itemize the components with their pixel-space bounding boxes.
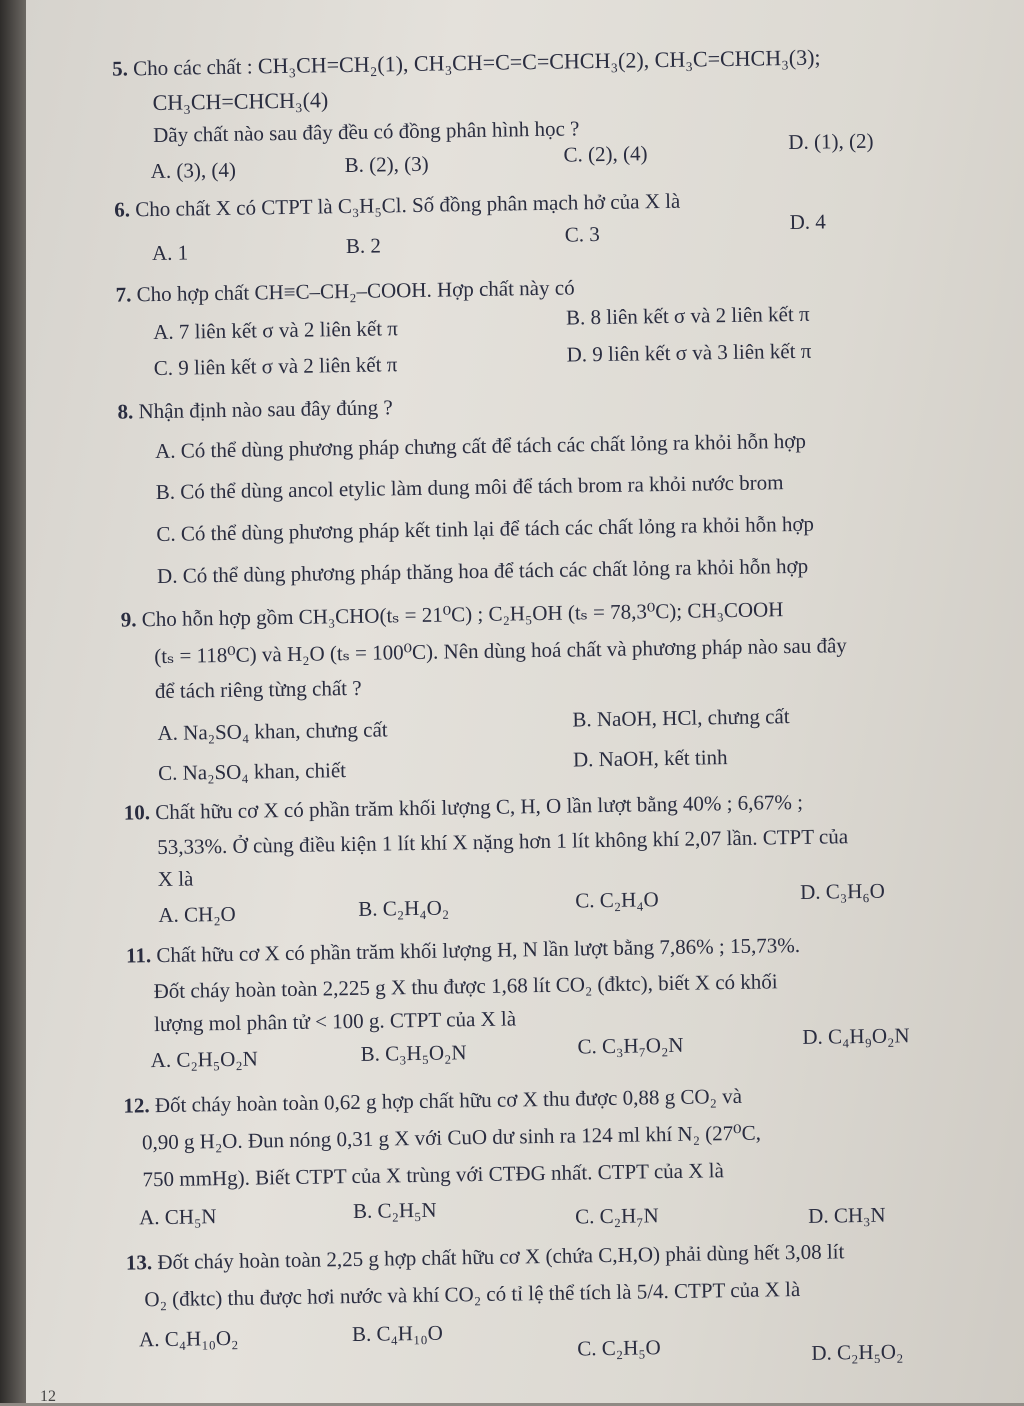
question-10-option-c: C. C₂H₄O bbox=[575, 887, 659, 913]
question-7-option-d: D. 9 liên kết σ và 3 liên kết π bbox=[566, 338, 812, 367]
question-8-option-b: B. Có thể dùng ancol etylic làm dung môi để tách brom ra khỏi nước brom bbox=[155, 470, 784, 505]
question-10-option-a: A. CH₂O bbox=[158, 901, 236, 928]
question-5-lead: Cho các chất : bbox=[132, 54, 259, 81]
question-5-option-c: C. (2), (4) bbox=[563, 141, 648, 167]
page-number: 12 bbox=[40, 1388, 56, 1405]
question-5-number: 5. bbox=[111, 56, 129, 81]
question-10-text-1: Chất hữu cơ X có phần trăm khối lượng C, H, O lần lượt bằng 40% ; 6,67% ; bbox=[155, 789, 804, 825]
question-9-text-2: (tₛ = 118⁰C) và H₂O (tₛ = 100⁰C). Nên dùng hoá chất và phương pháp nào sau đây bbox=[154, 633, 848, 669]
question-6-text: Cho chất X có CTPT là C₃H₅Cl. Số đồng phân mạch hở của X là bbox=[135, 188, 681, 222]
question-8-stem bbox=[117, 394, 393, 424]
question-11-option-c: C. C₃H₇O₂N bbox=[577, 1032, 684, 1059]
question-11-text-3: lượng mol phân tử < 100 g. CTPT của X là bbox=[153, 1006, 517, 1037]
question-13-option-a: A. C₄H₁₀O₂ bbox=[138, 1325, 239, 1352]
question-10-text-3: X là bbox=[157, 866, 194, 892]
question-6-number: 6. bbox=[114, 197, 131, 222]
question-11-option-d: D. C₄H₉O₂N bbox=[802, 1023, 910, 1049]
question-6-option-a: A. 1 bbox=[151, 240, 189, 266]
question-8-option-d: D. Có thể dùng phương pháp thăng hoa để tách các chất lỏng ra khỏi hỗn hợp bbox=[156, 553, 809, 589]
question-6-option-b: B. 2 bbox=[345, 233, 382, 259]
question-6-option-c: C. 3 bbox=[564, 222, 600, 247]
question-9-number: 9. bbox=[120, 607, 137, 632]
question-9-line-1 bbox=[121, 596, 784, 632]
question-10-text-2: 53,33%. Ở cùng điều kiện 1 lít khí X nặng hơn 1 lít không khí 2,07 lần. CTPT của bbox=[157, 824, 849, 860]
question-12-text-1: Đốt cháy hoàn toàn 0,62 g hợp chất hữu cơ X thu được 0,88 g CO₂ và bbox=[154, 1083, 743, 1118]
question-6-option-d: D. 4 bbox=[789, 209, 826, 235]
page-shadow-edge bbox=[0, 0, 26, 1403]
question-9-text-3: để tách riêng từng chất ? bbox=[154, 675, 362, 704]
question-7-number: 7. bbox=[115, 282, 132, 307]
question-6-stem bbox=[114, 188, 680, 223]
question-5-substance-4: CH₃CH=CHCH₃(4) bbox=[152, 87, 329, 116]
question-12-option-c: C. C₂H₇N bbox=[574, 1203, 659, 1229]
question-9-option-d: D. NaOH, kết tinh bbox=[572, 745, 728, 772]
question-11-number: 11. bbox=[125, 943, 152, 968]
question-7-stem bbox=[115, 274, 574, 307]
question-7-text: Cho hợp chất CH≡C–CH₂–COOH. Hợp chất này có bbox=[136, 275, 575, 307]
question-13-option-d: D. C₂H₅O₂ bbox=[811, 1339, 904, 1365]
question-11-line-1 bbox=[126, 932, 800, 969]
question-12-option-d: D. CH₃N bbox=[808, 1202, 886, 1228]
worksheet-page bbox=[26, 0, 1024, 1403]
question-8-option-a: A. Có thể dùng phương pháp chưng cất để tách các chất lỏng ra khỏi hỗn hợp bbox=[154, 428, 807, 464]
question-10-line-1 bbox=[124, 789, 804, 826]
question-5-option-d: D. (1), (2) bbox=[788, 128, 874, 155]
question-8-option-c: C. Có thể dùng phương pháp kết tinh lại để tách các chất lỏng ra khỏi hỗn hợp bbox=[156, 511, 815, 547]
question-10-option-d: D. C₃H₆O bbox=[799, 878, 885, 904]
question-12-text-2: 0,90 g H₂O. Đun nóng 0,31 g X với CuO dư sinh ra 124 ml khí N₂ (27⁰C, bbox=[141, 1120, 762, 1155]
question-9-option-a: A. Na₂SO₄ khan, chưng cất bbox=[157, 717, 388, 746]
question-12-number: 12. bbox=[123, 1093, 150, 1118]
question-10-option-b: B. C₂H₄O₂ bbox=[358, 895, 450, 921]
question-13-line-1 bbox=[126, 1238, 845, 1275]
question-7-option-b: B. 8 liên kết σ và 2 liên kết π bbox=[565, 301, 810, 330]
question-11-text-1: Chất hữu cơ X có phần trăm khối lượng H, N lần lượt bằng 7,86% ; 15,73%. bbox=[156, 932, 801, 968]
question-5-substances: CH₃CH=CH₂(1), CH₃CH=C=C=CHCH₃(2), CH₃C=CHCH₃(3); bbox=[257, 44, 821, 79]
question-12-option-b: B. C₂H₅N bbox=[352, 1197, 437, 1224]
question-5-prompt: Dãy chất nào sau đây đều có đồng phân hình học ? bbox=[152, 116, 580, 148]
question-11-option-b: B. C₃H₅O₂N bbox=[360, 1040, 467, 1066]
question-13-text-2: O₂ (đktc) thu được hơi nước và khí CO₂ có tỉ lệ thể tích là 5/4. CTPT của X là bbox=[144, 1276, 801, 1312]
question-13-number: 13. bbox=[125, 1250, 153, 1275]
question-8-text: Nhận định nào sau đây đúng ? bbox=[138, 395, 393, 424]
question-13-option-b: B. C₄H₁₀O bbox=[351, 1320, 443, 1347]
question-9-option-c: C. Na₂SO₄ khan, chiết bbox=[157, 758, 347, 786]
question-5-stem bbox=[112, 45, 821, 82]
question-12-line-1 bbox=[123, 1083, 742, 1119]
question-11-text-2: Đốt cháy hoàn toàn 2,225 g X thu được 1,68 lít CO₂ (đktc), biết X có khối bbox=[153, 969, 778, 1004]
question-12-text-3: 750 mmHg). Biết CTPT của X trùng với CTĐG nhất. CTPT của X là bbox=[142, 1158, 725, 1192]
question-12-option-a: A. CH₅N bbox=[138, 1204, 217, 1230]
question-7-option-a: A. 7 liên kết σ và 2 liên kết π bbox=[153, 316, 399, 345]
question-9-option-b: B. NaOH, HCl, chưng cất bbox=[572, 704, 790, 732]
question-11-option-a: A. C₂H₅O₂N bbox=[150, 1046, 258, 1073]
question-13-option-c: C. C₂H₅O bbox=[577, 1335, 661, 1361]
question-13-text-1: Đốt cháy hoàn toàn 2,25 g hợp chất hữu cơ X (chứa C,H,O) phải dùng hết 3,08 lít bbox=[157, 1239, 845, 1275]
question-8-number: 8. bbox=[117, 399, 134, 424]
question-10-number: 10. bbox=[123, 800, 151, 825]
question-7-option-c: C. 9 liên kết σ và 2 liên kết π bbox=[153, 352, 398, 381]
question-5-option-b: B. (2), (3) bbox=[344, 151, 429, 178]
question-9-text-1: Cho hỗn hợp gồm CH₃CHO(tₛ = 21⁰C) ; C₂H₅OH (tₛ = 78,3⁰C); CH₃COOH bbox=[141, 597, 784, 632]
question-5-option-a: A. (3), (4) bbox=[150, 157, 237, 184]
